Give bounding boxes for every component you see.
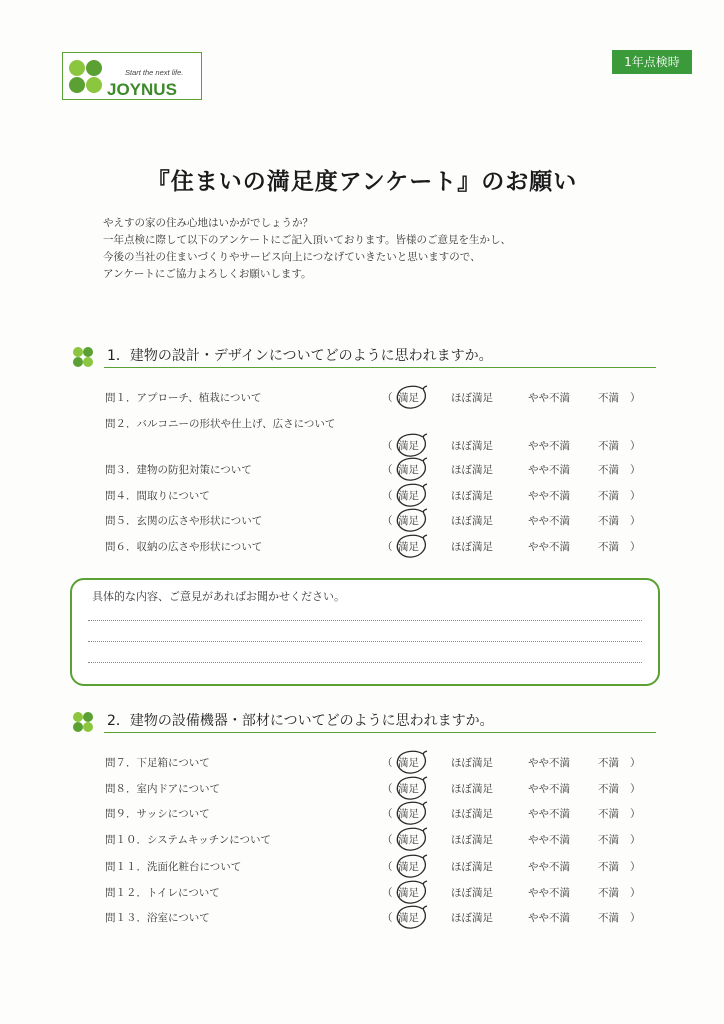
paren-open: （: [382, 861, 393, 873]
option-somewhat-unsatisfied[interactable]: やや不満: [528, 541, 570, 553]
option-unsatisfied[interactable]: 不満: [598, 861, 619, 873]
option-somewhat-unsatisfied[interactable]: やや不満: [528, 861, 570, 873]
question-label: 問７．下足箱について: [105, 757, 210, 769]
section2-heading: [72, 709, 656, 733]
option-satisfied[interactable]: 満足: [398, 887, 419, 899]
option-somewhat-unsatisfied[interactable]: やや不満: [528, 464, 570, 476]
section1-title: 1．建物の設計・デザインについてどのように思われますか。: [107, 348, 493, 364]
option-unsatisfied[interactable]: 不満: [598, 490, 619, 502]
option-satisfied[interactable]: 満足: [398, 757, 419, 769]
comment-box[interactable]: [70, 578, 660, 686]
brand-logo: [62, 52, 202, 100]
option-mostly-satisfied[interactable]: ほぼ満足: [451, 834, 493, 846]
section1-heading: [72, 344, 656, 368]
clover-logo-icon: [63, 53, 203, 101]
question-row: [0, 885, 724, 903]
option-mostly-satisfied[interactable]: ほぼ満足: [451, 515, 493, 527]
paren-close: ）: [630, 834, 641, 846]
page-title: 『住まいの満足度アンケート』のお願い: [146, 169, 578, 195]
option-unsatisfied[interactable]: 不満: [598, 834, 619, 846]
paren-close: ）: [630, 515, 641, 527]
paren-close: ）: [630, 541, 641, 553]
option-unsatisfied[interactable]: 不満: [598, 515, 619, 527]
option-unsatisfied[interactable]: 不満: [598, 757, 619, 769]
option-mostly-satisfied[interactable]: ほぼ満足: [451, 440, 493, 452]
option-mostly-satisfied[interactable]: ほぼ満足: [451, 861, 493, 873]
section-divider: [104, 732, 656, 734]
option-satisfied[interactable]: 満足: [398, 392, 419, 404]
question-row: [0, 462, 724, 480]
option-somewhat-unsatisfied[interactable]: やや不満: [528, 490, 570, 502]
option-satisfied[interactable]: 満足: [398, 861, 419, 873]
question-label: 問１１．洗面化粧台について: [105, 861, 242, 873]
question-label: 問５．玄関の広さや形状について: [105, 515, 263, 527]
question-row: [0, 513, 724, 531]
question-row: [0, 781, 724, 799]
comment-line: [88, 620, 642, 621]
question-row: [0, 859, 724, 877]
question-label: 問１０．システムキッチンについて: [105, 834, 272, 846]
paren-open: （: [382, 490, 393, 502]
question-label: 問２．バルコニーの形状や仕上げ、広さについて: [105, 418, 336, 430]
option-somewhat-unsatisfied[interactable]: やや不満: [528, 783, 570, 795]
option-somewhat-unsatisfied[interactable]: やや不満: [528, 912, 570, 924]
option-unsatisfied[interactable]: 不満: [598, 808, 619, 820]
paren-close: ）: [630, 440, 641, 452]
option-mostly-satisfied[interactable]: ほぼ満足: [451, 490, 493, 502]
question-row: [0, 832, 724, 850]
brand-tagline: Start the next life.: [125, 68, 184, 77]
option-unsatisfied[interactable]: 不満: [598, 541, 619, 553]
option-mostly-satisfied[interactable]: ほぼ満足: [451, 541, 493, 553]
clover-icon: [72, 711, 94, 733]
option-mostly-satisfied[interactable]: ほぼ満足: [451, 783, 493, 795]
paren-open: （: [382, 392, 393, 404]
option-mostly-satisfied[interactable]: ほぼ満足: [451, 757, 493, 769]
question-row: [0, 488, 724, 506]
option-unsatisfied[interactable]: 不満: [598, 392, 619, 404]
paren-close: ）: [630, 912, 641, 924]
question-label: 問９．サッシについて: [105, 808, 210, 820]
option-mostly-satisfied[interactable]: ほぼ満足: [451, 887, 493, 899]
option-mostly-satisfied[interactable]: ほぼ満足: [451, 392, 493, 404]
clover-icon: [72, 346, 94, 368]
intro-text: [103, 215, 511, 283]
section2-title: 2．建物の設備機器・部材についてどのように思われますか。: [107, 713, 494, 729]
paren-close: ）: [630, 392, 641, 404]
paren-close: ）: [630, 490, 641, 502]
comment-prompt: 具体的な内容、ご意見があればお聞かせください。: [92, 590, 345, 603]
option-somewhat-unsatisfied[interactable]: やや不満: [528, 808, 570, 820]
option-mostly-satisfied[interactable]: ほぼ満足: [451, 808, 493, 820]
question-label: 問８．室内ドアについて: [105, 783, 220, 795]
question-label: 問６．収納の広さや形状について: [105, 541, 263, 553]
question-row: [0, 806, 724, 824]
option-satisfied[interactable]: 満足: [398, 440, 419, 452]
option-satisfied[interactable]: 満足: [398, 515, 419, 527]
question-label: 問１３．浴室について: [105, 912, 210, 924]
brand-name: JOYNUS: [107, 80, 177, 99]
option-satisfied[interactable]: 満足: [398, 783, 419, 795]
paren-open: （: [382, 464, 393, 476]
option-somewhat-unsatisfied[interactable]: やや不満: [528, 392, 570, 404]
paren-open: （: [382, 834, 393, 846]
paren-open: （: [382, 541, 393, 553]
paren-open: （: [382, 783, 393, 795]
paren-open: （: [382, 440, 393, 452]
paren-open: （: [382, 912, 393, 924]
option-somewhat-unsatisfied[interactable]: やや不満: [528, 834, 570, 846]
option-unsatisfied[interactable]: 不満: [598, 912, 619, 924]
paren-open: （: [382, 757, 393, 769]
paren-close: ）: [630, 887, 641, 899]
option-satisfied[interactable]: 満足: [398, 912, 419, 924]
question-row: [0, 910, 724, 928]
option-somewhat-unsatisfied[interactable]: やや不満: [528, 515, 570, 527]
intro-line: やえすの家の住み心地はいかがでしょうか？: [103, 217, 313, 229]
intro-line: 今後の当社の住まいづくりやサービス向上につなげていきたいと思いますので、: [103, 251, 481, 263]
intro-line: 一年点検に際して以下のアンケートにご記入頂いております。皆様のご意見を生かし、: [103, 234, 512, 246]
option-mostly-satisfied[interactable]: ほぼ満足: [451, 464, 493, 476]
option-satisfied[interactable]: 満足: [398, 808, 419, 820]
question-label: 問１．アプローチ、植栽について: [105, 392, 262, 404]
option-somewhat-unsatisfied[interactable]: やや不満: [528, 440, 570, 452]
inspection-tag: 1年点検時: [612, 50, 692, 74]
question-label: 問１２．トイレについて: [105, 887, 220, 899]
comment-line: [88, 662, 642, 663]
question-row: [0, 416, 724, 434]
paren-open: （: [382, 515, 393, 527]
question-row: [0, 755, 724, 773]
option-unsatisfied[interactable]: 不満: [598, 440, 619, 452]
option-satisfied[interactable]: 満足: [398, 541, 419, 553]
option-somewhat-unsatisfied[interactable]: やや不満: [528, 887, 570, 899]
comment-line: [88, 641, 642, 642]
paren-close: ）: [630, 757, 641, 769]
paren-close: ）: [630, 861, 641, 873]
question-options-row: [0, 438, 724, 456]
option-satisfied[interactable]: 満足: [398, 490, 419, 502]
paren-close: ）: [630, 783, 641, 795]
paren-close: ）: [630, 464, 641, 476]
question-row: [0, 390, 724, 408]
option-satisfied[interactable]: 満足: [398, 464, 419, 476]
intro-line: アンケートにご協力よろしくお願いします。: [103, 268, 312, 280]
option-mostly-satisfied[interactable]: ほぼ満足: [451, 912, 493, 924]
option-unsatisfied[interactable]: 不満: [598, 887, 619, 899]
option-satisfied[interactable]: 満足: [398, 834, 419, 846]
question-label: 問３．建物の防犯対策について: [105, 464, 252, 476]
section-divider: [104, 367, 656, 369]
option-unsatisfied[interactable]: 不満: [598, 783, 619, 795]
paren-close: ）: [630, 808, 641, 820]
paren-open: （: [382, 887, 393, 899]
option-somewhat-unsatisfied[interactable]: やや不満: [528, 757, 570, 769]
paren-open: （: [382, 808, 393, 820]
question-row: [0, 539, 724, 557]
question-label: 問４．間取りについて: [105, 490, 210, 502]
option-unsatisfied[interactable]: 不満: [598, 464, 619, 476]
